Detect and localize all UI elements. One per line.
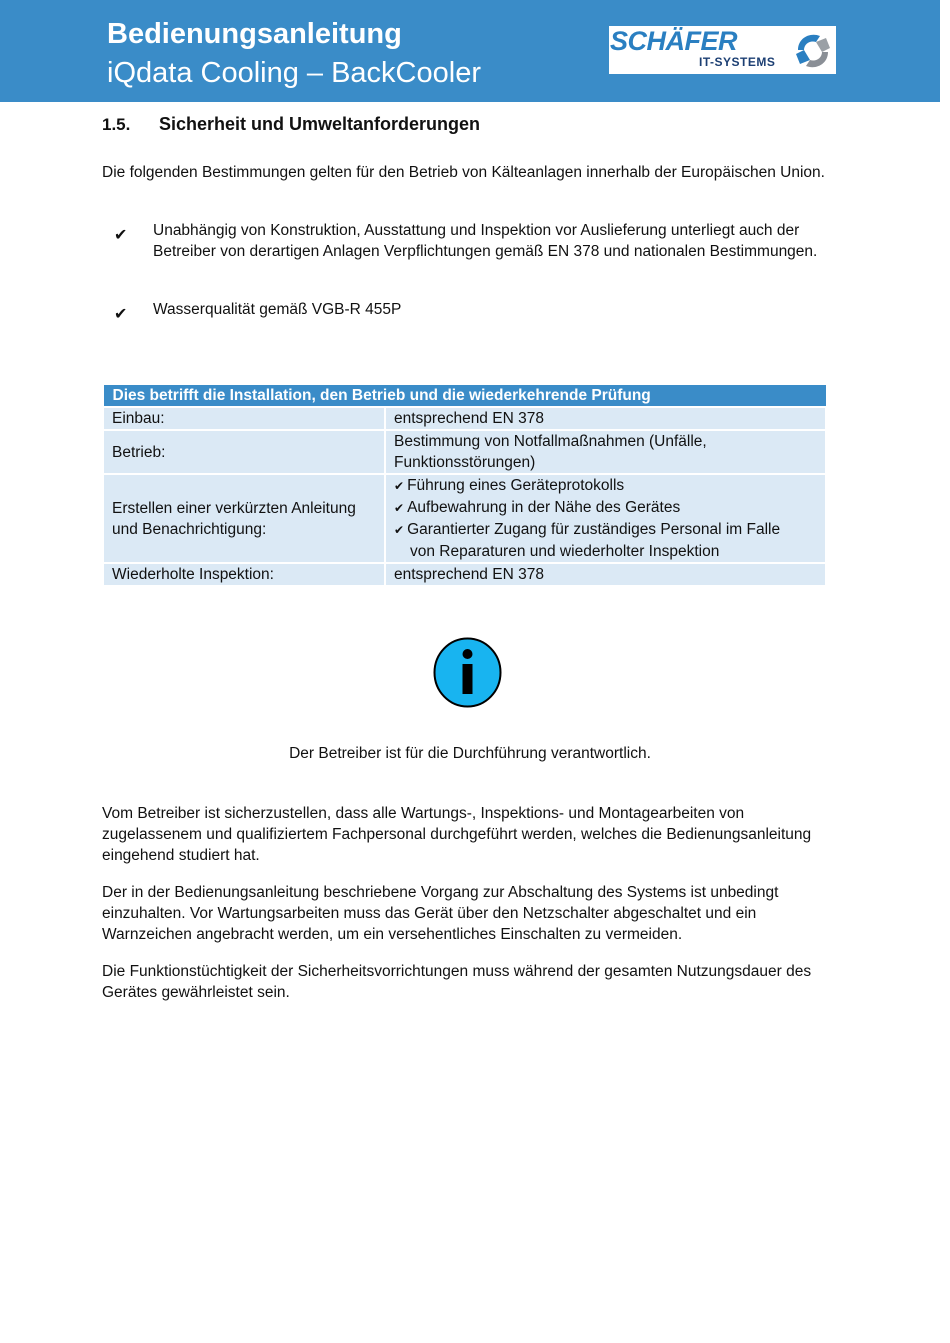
company-logo xyxy=(609,26,836,74)
table-row xyxy=(103,430,826,474)
list-item-continuation: von Reparaturen und wiederholter Inspektion xyxy=(410,543,720,560)
body-paragraph: Vom Betreiber ist sicherzustellen, dass alle Wartungs-, Inspektions- und Montagearbeiten von zugelassenem und qualifiziertem Fachpersonal durchgeführt werden, welches die Bedienungsanleitung eingehend studiert hat. xyxy=(102,805,812,864)
body-paragraph: Der in der Bedienungsanleitung beschriebene Vorgang zur Abschaltung des Systems ist unbedingt einzuhalten. Vor Wartungsarbeiten muss das Gerät über den Netzschalter abgeschaltet und ein Warnzeichen angebracht werden, um ein versehentliches Einschalten zu vermeiden. xyxy=(102,884,779,943)
document-title: Bedienungsanleitung xyxy=(107,18,402,50)
list-item: ✔ Garantierter Zugang für zuständiges Personal im Falle xyxy=(394,521,781,538)
table-header: Dies betrifft die Installation, den Betrieb und die wiederkehrende Prüfung xyxy=(103,385,826,408)
info-icon xyxy=(433,637,502,708)
checkmark-icon: ✔ xyxy=(394,501,405,515)
checkmark-icon: ✔ xyxy=(114,306,128,323)
checkmark-icon: ✔ xyxy=(394,523,405,537)
table-cell-value: entsprechend EN 378 xyxy=(385,407,826,430)
table-row xyxy=(103,474,826,563)
table-cell-list xyxy=(385,474,826,563)
bullet-item: Wasserqualität gemäß VGB-R 455P xyxy=(153,301,402,318)
logo-wordmark: SCHÄFER xyxy=(610,26,738,56)
logo-subline: IT-SYSTEMS xyxy=(699,55,776,69)
requirements-table xyxy=(102,384,827,587)
table-cell-value: Bestimmung von Notfallmaßnahmen (Unfälle, Funktionsstörungen) xyxy=(385,430,826,474)
table-header-row xyxy=(103,385,826,408)
table-cell-label: Betrieb: xyxy=(103,430,385,474)
table-cell-value: entsprechend EN 378 xyxy=(385,563,826,586)
table-cell-label: Einbau: xyxy=(103,407,385,430)
logo-emblem-icon xyxy=(790,28,836,74)
table-row xyxy=(103,563,826,586)
intro-paragraph: Die folgenden Bestimmungen gelten für den Betrieb von Kälteanlagen innerhalb der Europäischen Union. xyxy=(102,164,825,181)
checkmark-icon: ✔ xyxy=(394,479,405,493)
checkmark-icon: ✔ xyxy=(114,227,128,244)
page-header xyxy=(0,0,940,102)
table-cell-label: Erstellen einer verkürzten Anleitung und Benachrichtigung: xyxy=(103,474,385,563)
list-item: ✔ Aufbewahrung in der Nähe des Gerätes xyxy=(394,499,681,516)
bullet-item: Unabhängig von Konstruktion, Ausstattung und Inspektion vor Auslieferung unterliegt auch der Betreiber von derartigen Anlagen Verpflichtungen gemäß EN 378 und nationalen Bestimmungen. xyxy=(153,222,818,260)
table-cell-label: Wiederholte Inspektion: xyxy=(103,563,385,586)
body-paragraph: Die Funktionstüchtigkeit der Sicherheitsvorrichtungen muss während der gesamten Nutzungsdauer des Gerätes gewährleistet sein. xyxy=(102,963,812,1001)
table-row xyxy=(103,407,826,430)
list-item: ✔ Führung eines Geräteprotokolls xyxy=(394,477,625,494)
section-number: 1.5. xyxy=(102,115,131,134)
document-subtitle: iQdata Cooling – BackCooler xyxy=(107,57,481,89)
section-title: Sicherheit und Umweltanforderungen xyxy=(159,114,481,134)
info-note: Der Betreiber ist für die Durchführung verantwortlich. xyxy=(289,745,651,762)
